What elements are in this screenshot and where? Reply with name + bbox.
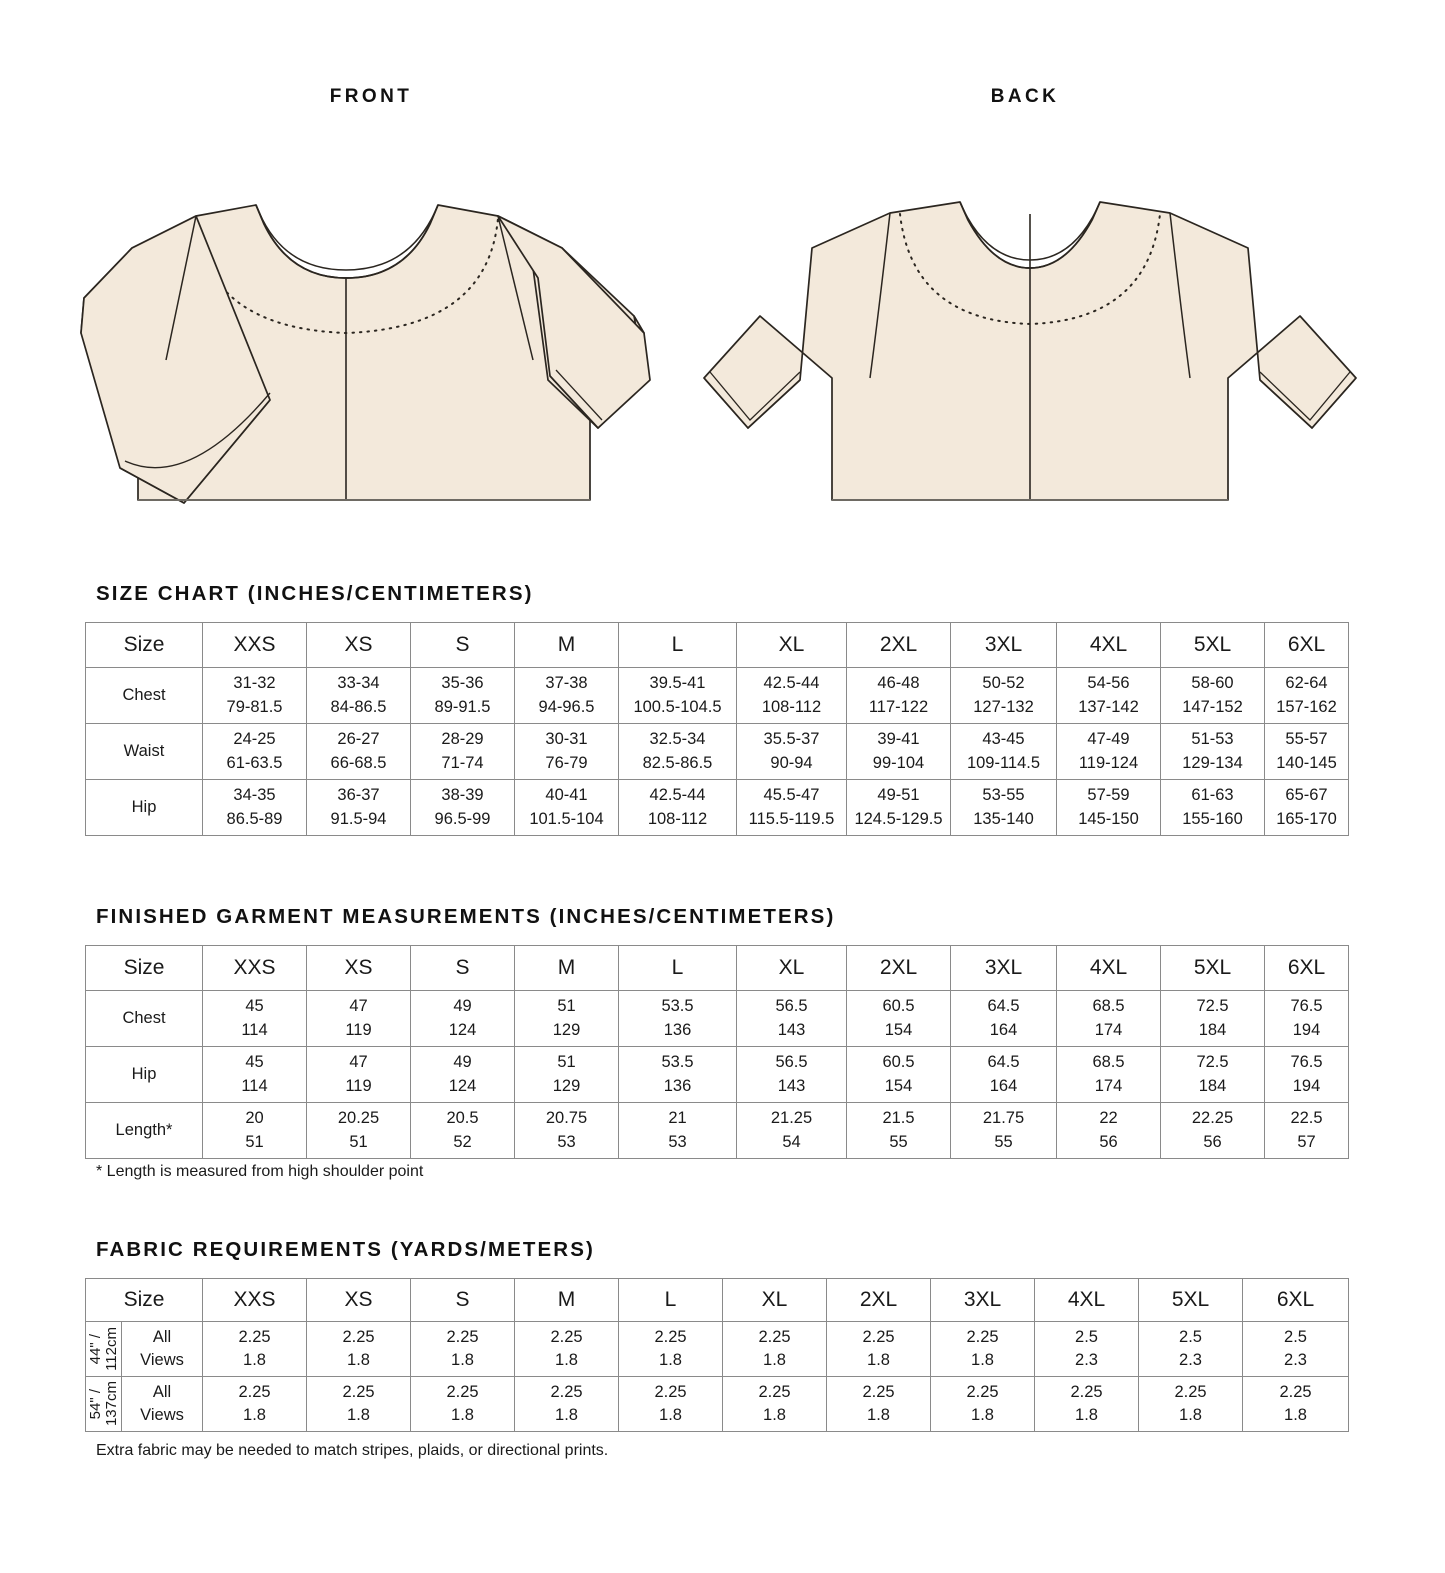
finished-garment-cell: 22 56 <box>1057 1103 1161 1159</box>
size-chart-size-col-2xl: 2XL <box>847 623 951 668</box>
finished-garment-cell: 22.25 56 <box>1161 1103 1265 1159</box>
size-chart-size-col-3xl: 3XL <box>951 623 1057 668</box>
finished-garment-cell: 64.5 164 <box>951 991 1057 1047</box>
size-chart-cell: 65-67 165-170 <box>1265 780 1349 836</box>
fabric-cell: 2.25 1.8 <box>827 1377 931 1432</box>
size-chart-cell: 46-48 117-122 <box>847 668 951 724</box>
finished-garment-row-label: Hip <box>86 1047 203 1103</box>
fabric-size-col-4xl: 4XL <box>1035 1279 1139 1322</box>
back-view-label: BACK <box>990 86 1060 107</box>
size-chart-cell: 39-41 99-104 <box>847 724 951 780</box>
size-chart-size-header: Size <box>86 623 203 668</box>
finished-garment-cell: 51 129 <box>515 1047 619 1103</box>
finished-garment-cell: 47 119 <box>307 1047 411 1103</box>
finished-garment-cell: 49 124 <box>411 1047 515 1103</box>
size-chart-size-col-5xl: 5XL <box>1161 623 1265 668</box>
fabric-size-col-l: L <box>619 1279 723 1322</box>
table-row <box>86 1377 1349 1432</box>
fabric-cell: 2.25 1.8 <box>307 1322 411 1377</box>
size-chart-cell: 42.5-44 108-112 <box>619 780 737 836</box>
size-chart-size-col-xl: XL <box>737 623 847 668</box>
fabric-size-header: Size <box>86 1279 203 1322</box>
fabric-size-col-3xl: 3XL <box>931 1279 1035 1322</box>
table-row <box>86 1103 1349 1159</box>
size-chart-size-col-6xl: 6XL <box>1265 623 1349 668</box>
finished-garment-cell: 53.5 136 <box>619 1047 737 1103</box>
finished-garment-title: FINISHED GARMENT MEASUREMENTS (INCHES/CENTIMETERS) <box>96 905 836 928</box>
fabric-cell: 2.25 1.8 <box>827 1322 931 1377</box>
table-row <box>86 724 1349 780</box>
finished-garment-cell: 64.5 164 <box>951 1047 1057 1103</box>
size-chart-cell: 57-59 145-150 <box>1057 780 1161 836</box>
fabric-size-col-6xl: 6XL <box>1243 1279 1349 1322</box>
size-chart-cell: 26-27 66-68.5 <box>307 724 411 780</box>
size-chart-cell: 32.5-34 82.5-86.5 <box>619 724 737 780</box>
fabric-size-col-5xl: 5XL <box>1139 1279 1243 1322</box>
table-row <box>86 1322 1349 1377</box>
size-chart-cell: 30-31 76-79 <box>515 724 619 780</box>
length-footnote: * Length is measured from high shoulder point <box>96 1163 424 1180</box>
fabric-cell: 2.25 1.8 <box>723 1322 827 1377</box>
front-garment-illustration <box>78 128 668 518</box>
finished-garment-size-col-xs: XS <box>307 946 411 991</box>
size-chart-size-col-xs: XS <box>307 623 411 668</box>
fabric-cell: 2.25 1.8 <box>203 1377 307 1432</box>
front-view-label: FRONT <box>329 86 413 107</box>
size-chart-cell: 61-63 155-160 <box>1161 780 1265 836</box>
size-chart-cell: 38-39 96.5-99 <box>411 780 515 836</box>
size-chart-cell: 47-49 119-124 <box>1057 724 1161 780</box>
size-chart-cell: 37-38 94-96.5 <box>515 668 619 724</box>
fabric-cell: 2.25 1.8 <box>1243 1377 1349 1432</box>
fabric-cell: 2.5 2.3 <box>1035 1322 1139 1377</box>
size-chart-row-label: Waist <box>86 724 203 780</box>
finished-garment-size-col-2xl: 2XL <box>847 946 951 991</box>
finished-garment-cell: 51 129 <box>515 991 619 1047</box>
finished-garment-cell: 60.5 154 <box>847 991 951 1047</box>
size-chart-cell: 39.5-41 100.5-104.5 <box>619 668 737 724</box>
fabric-cell: 2.25 1.8 <box>411 1377 515 1432</box>
finished-garment-size-col-3xl: 3XL <box>951 946 1057 991</box>
fabric-cell: 2.5 2.3 <box>1243 1322 1349 1377</box>
finished-garment-size-col-l: L <box>619 946 737 991</box>
finished-garment-cell: 47 119 <box>307 991 411 1047</box>
size-chart-table <box>85 622 1349 836</box>
fabric-requirements-table <box>85 1278 1349 1432</box>
fabric-size-col-xs: XS <box>307 1279 411 1322</box>
finished-garment-cell: 20.25 51 <box>307 1103 411 1159</box>
size-chart-cell: 50-52 127-132 <box>951 668 1057 724</box>
size-chart-cell: 51-53 129-134 <box>1161 724 1265 780</box>
fabric-footnote: Extra fabric may be needed to match stripes, plaids, or directional prints. <box>96 1442 609 1459</box>
size-chart-cell: 62-64 157-162 <box>1265 668 1349 724</box>
back-garment-illustration <box>700 128 1360 518</box>
finished-garment-cell: 72.5 184 <box>1161 991 1265 1047</box>
fabric-requirements-title: FABRIC REQUIREMENTS (YARDS/METERS) <box>96 1238 595 1261</box>
finished-garment-cell: 56.5 143 <box>737 1047 847 1103</box>
size-chart-cell: 45.5-47 115.5-119.5 <box>737 780 847 836</box>
finished-garment-cell: 20 51 <box>203 1103 307 1159</box>
fabric-size-col-xxs: XXS <box>203 1279 307 1322</box>
size-chart-size-col-xxs: XXS <box>203 623 307 668</box>
finished-garment-cell: 45 114 <box>203 1047 307 1103</box>
size-chart-cell: 40-41 101.5-104 <box>515 780 619 836</box>
finished-garment-cell: 22.5 57 <box>1265 1103 1349 1159</box>
fabric-cell: 2.25 1.8 <box>203 1322 307 1377</box>
finished-garment-cell: 45 114 <box>203 991 307 1047</box>
size-chart-cell: 31-32 79-81.5 <box>203 668 307 724</box>
size-chart-cell: 35.5-37 90-94 <box>737 724 847 780</box>
finished-garment-cell: 53.5 136 <box>619 991 737 1047</box>
finished-garment-cell: 76.5 194 <box>1265 1047 1349 1103</box>
fabric-width-label: 54" / 137cm <box>86 1377 122 1432</box>
size-chart-cell: 55-57 140-145 <box>1265 724 1349 780</box>
size-chart-row-label: Chest <box>86 668 203 724</box>
fabric-cell: 2.25 1.8 <box>515 1377 619 1432</box>
fabric-cell: 2.25 1.8 <box>619 1377 723 1432</box>
finished-garment-row-label: Chest <box>86 991 203 1047</box>
fabric-views-label: All Views <box>122 1377 203 1432</box>
finished-garment-size-col-xxs: XXS <box>203 946 307 991</box>
fabric-cell: 2.25 1.8 <box>515 1322 619 1377</box>
fabric-cell: 2.25 1.8 <box>931 1377 1035 1432</box>
fabric-cell: 2.5 2.3 <box>1139 1322 1243 1377</box>
fabric-cell: 2.25 1.8 <box>307 1377 411 1432</box>
finished-garment-cell: 21.75 55 <box>951 1103 1057 1159</box>
finished-garment-cell: 20.75 53 <box>515 1103 619 1159</box>
fabric-size-col-s: S <box>411 1279 515 1322</box>
finished-garment-size-col-m: M <box>515 946 619 991</box>
finished-garment-header-row <box>86 946 1349 991</box>
fabric-header-row <box>86 1279 1349 1322</box>
finished-garment-size-col-4xl: 4XL <box>1057 946 1161 991</box>
size-chart-cell: 58-60 147-152 <box>1161 668 1265 724</box>
finished-garment-cell: 76.5 194 <box>1265 991 1349 1047</box>
finished-garment-cell: 72.5 184 <box>1161 1047 1265 1103</box>
fabric-cell: 2.25 1.8 <box>619 1322 723 1377</box>
finished-garment-size-header: Size <box>86 946 203 991</box>
size-chart-cell: 33-34 84-86.5 <box>307 668 411 724</box>
fabric-size-col-m: M <box>515 1279 619 1322</box>
fabric-cell: 2.25 1.8 <box>931 1322 1035 1377</box>
size-chart-row-label: Hip <box>86 780 203 836</box>
size-chart-size-col-s: S <box>411 623 515 668</box>
size-chart-size-col-4xl: 4XL <box>1057 623 1161 668</box>
finished-garment-size-col-5xl: 5XL <box>1161 946 1265 991</box>
size-chart-header-row <box>86 623 1349 668</box>
size-chart-cell: 35-36 89-91.5 <box>411 668 515 724</box>
technical-flats-area <box>0 0 1445 545</box>
table-row <box>86 668 1349 724</box>
finished-garment-size-col-xl: XL <box>737 946 847 991</box>
finished-garment-cell: 21.5 55 <box>847 1103 951 1159</box>
size-chart-cell: 28-29 71-74 <box>411 724 515 780</box>
size-chart-cell: 24-25 61-63.5 <box>203 724 307 780</box>
finished-garment-cell: 49 124 <box>411 991 515 1047</box>
finished-garment-cell: 60.5 154 <box>847 1047 951 1103</box>
fabric-cell: 2.25 1.8 <box>1139 1377 1243 1432</box>
size-chart-cell: 49-51 124.5-129.5 <box>847 780 951 836</box>
finished-garment-cell: 56.5 143 <box>737 991 847 1047</box>
size-chart-cell: 43-45 109-114.5 <box>951 724 1057 780</box>
size-chart-cell: 34-35 86.5-89 <box>203 780 307 836</box>
table-row <box>86 780 1349 836</box>
fabric-cell: 2.25 1.8 <box>1035 1377 1139 1432</box>
finished-garment-table <box>85 945 1349 1159</box>
finished-garment-size-col-6xl: 6XL <box>1265 946 1349 991</box>
size-chart-cell: 36-37 91.5-94 <box>307 780 411 836</box>
fabric-size-col-xl: XL <box>723 1279 827 1322</box>
size-chart-title: SIZE CHART (INCHES/CENTIMETERS) <box>96 582 534 605</box>
finished-garment-cell: 68.5 174 <box>1057 991 1161 1047</box>
finished-garment-cell: 68.5 174 <box>1057 1047 1161 1103</box>
fabric-views-label: All Views <box>122 1322 203 1377</box>
fabric-width-label: 44" / 112cm <box>86 1322 122 1377</box>
table-row <box>86 991 1349 1047</box>
table-row <box>86 1047 1349 1103</box>
size-chart-size-col-m: M <box>515 623 619 668</box>
size-chart-cell: 54-56 137-142 <box>1057 668 1161 724</box>
fabric-cell: 2.25 1.8 <box>723 1377 827 1432</box>
size-chart-cell: 53-55 135-140 <box>951 780 1057 836</box>
finished-garment-cell: 20.5 52 <box>411 1103 515 1159</box>
fabric-size-col-2xl: 2XL <box>827 1279 931 1322</box>
size-chart-size-col-l: L <box>619 623 737 668</box>
fabric-cell: 2.25 1.8 <box>411 1322 515 1377</box>
finished-garment-cell: 21.25 54 <box>737 1103 847 1159</box>
finished-garment-size-col-s: S <box>411 946 515 991</box>
size-chart-cell: 42.5-44 108-112 <box>737 668 847 724</box>
finished-garment-cell: 21 53 <box>619 1103 737 1159</box>
finished-garment-row-label: Length* <box>86 1103 203 1159</box>
